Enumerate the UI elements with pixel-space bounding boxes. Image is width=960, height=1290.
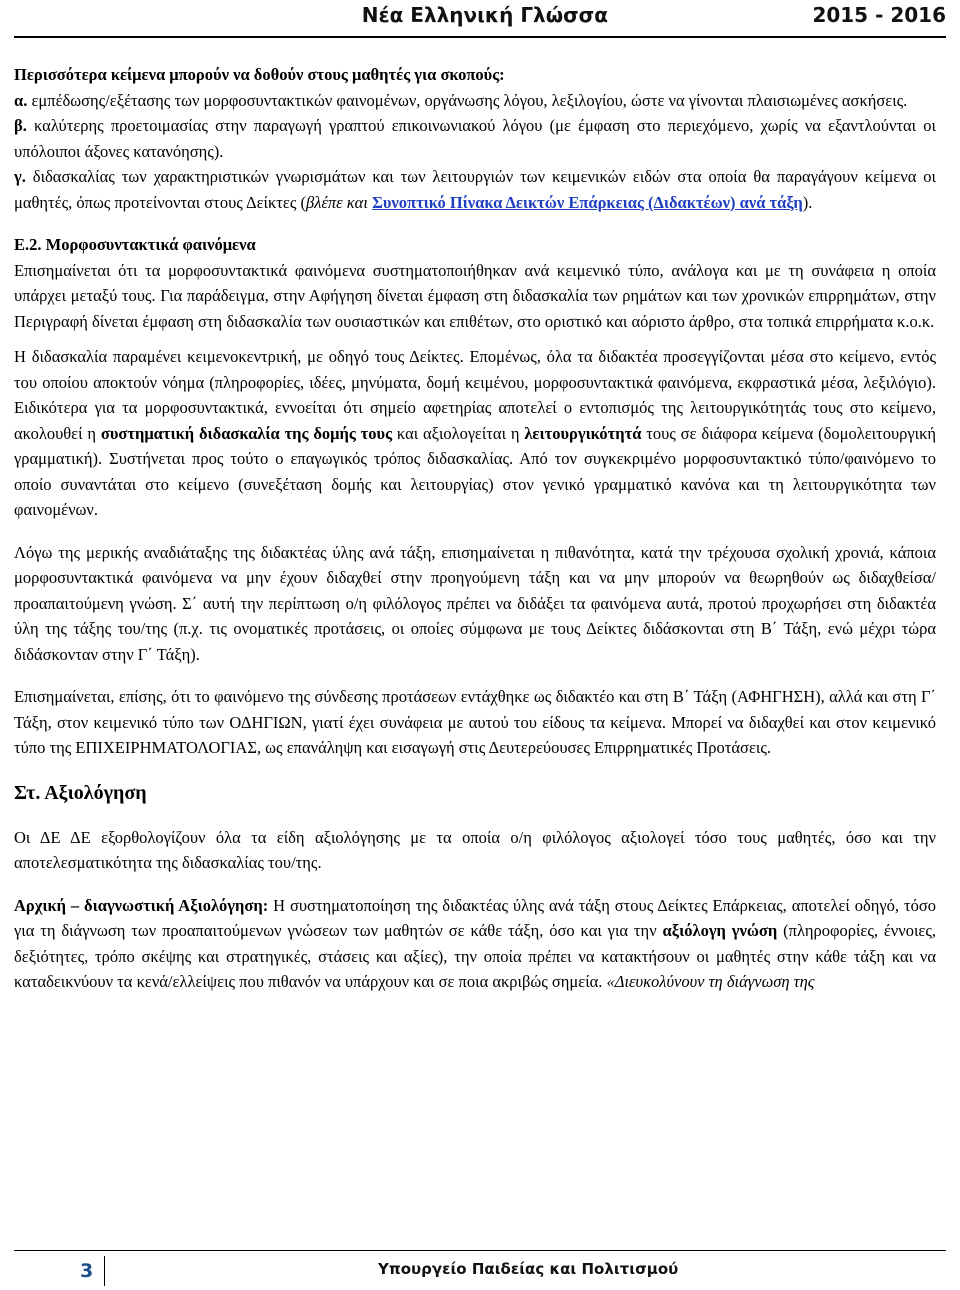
item-b-marker: β. xyxy=(14,116,27,135)
footer-rule xyxy=(14,1250,946,1251)
intro-lead: Περισσότερα κείμενα μπορούν να δοθούν στους μαθητές για σκοπούς: xyxy=(14,65,505,84)
item-a-marker: α. xyxy=(14,90,28,110)
item-c-text: διδασκαλίας των χαρακτηριστικών γνωρισμάτων και των λειτουργιών των κειμενικών ειδών στα οποία θα παραγάγουν κείμενα οι μαθητές, όπως προτείνονται στους Δείκτες ( xyxy=(14,167,936,212)
footer-separator xyxy=(104,1256,105,1286)
header-title: Νέα Ελληνική Γλώσσα xyxy=(361,3,608,27)
footer-ministry: Υπουργείο Παιδείας και Πολιτισμού xyxy=(378,1260,679,1278)
page-header xyxy=(0,0,960,40)
section-st-heading: Στ. Αξιολόγηση xyxy=(14,781,147,804)
page-number: 3 xyxy=(80,1260,94,1282)
summary-table-link[interactable]: Συνοπτικό Πίνακα Δεικτών Επάρκειας (Διδακτέων) ανά τάξη xyxy=(372,192,803,212)
intro-item-a xyxy=(14,88,936,114)
page-footer xyxy=(0,1248,960,1290)
item-c-marker: γ. xyxy=(14,167,26,186)
document-body xyxy=(14,62,936,995)
intro-item-c xyxy=(14,164,936,215)
p2-text-a: Η διδασκαλία παραμένει κειμενοκεντρική, με οδηγό τους Δείκτες. Επομένως, όλα τα διδακτέα προσεγγίζονται μέσα στο κείμενο, εντός του οποίου αποκτούν νόημα (πληροφορίες, ιδέες, μηνύματα, δομή κειμένου, μορφοσυντακτικά φαινόμενα, εκφραστικά μέσα, λεξιλόγιο). Ειδικότερα για τα μορφοσυντακτικά, εννοείται ότι σημείο αφετηρίας αποτελεί ο εντοπισμός της λειτουργικότητάς τους στο κείμενο, ακολουθεί η xyxy=(14,347,936,443)
p2-text-c: τους σε διάφορα κείμενα (δομολειτουργική γραμματική). Συστήνεται προς τούτο ο επαγωγικός τρόπος διδασκαλίας. Από τον συγκεκριμένο μορφοσυντακτικό τύπο/φαινόμενο το οποίο συναντάται στο κείμενο (συνεξέταση δομής και λειτουργίας) στον γενικό γραμματικό κανόνα και τη λειτουργικότητα των φαινομένων. xyxy=(14,423,937,519)
item-c-italic: βλέπε και xyxy=(306,192,373,212)
section-e2-paragraph-2 xyxy=(14,344,936,523)
section-e2-paragraph-3: Λόγω της μερικής αναδιάταξης της διδακτέας ύλης ανά τάξη, επισημαίνεται η πιθανότητα, κατά την τρέχουσα σχολική χρονιά, κάποια μορφοσυντακτικά φαινόμενα να μην έχουν διδαχθεί στην προηγούμενη τάξη και να μην μπορούν να θεωρηθούν ως διδαχθείσα/προαπαιτούμενη γνώση. Σ΄ αυτή την περίπτωση ο/η φιλόλογος πρέπει να διδάξει τα φαινόμενα αυτά, προτού προχωρήσει στη διδακτέα ύλη της τάξης του/της (π.χ. τις ονοματικές προτάσεις, οι οποίες σύμφωνα με τους Δείκτες διδάσκονται στη Β΄ Τάξη, ενώ μέχρι τώρα διδάσκονταν στην Γ΄ Τάξη). xyxy=(14,542,936,664)
section-e2-paragraph-1: Επισημαίνεται ότι τα μορφοσυντακτικά φαινόμενα συστηματοποιήθηκαν ανά κειμενικό τύπο, ανάλογα και με τη συνάφεια η οποία υπάρχει μεταξύ τους. Για παράδειγμα, στην Αφήγηση δίνεται έμφαση στη διδασκαλία των ρημάτων και των χρονικών επιρρημάτων, στην Περιγραφή δίνεται έμφαση στη διδασκαλία των ουσιαστικών και επιθέτων, στο οριστικό και αόριστο άρθρο, στα τοπικά επιρρήματα κ.ο.κ. xyxy=(14,260,936,331)
p2-bold-functionality: λειτουργικότητά xyxy=(524,423,642,443)
section-e2-paragraph-4: Επισημαίνεται, επίσης, ότι το φαινόμενο της σύνδεσης προτάσεων εντάχθηκε ως διδακτέο και στη Β΄ Τάξη (ΑΦΗΓΗΣΗ), αλλά και στη Γ΄ Τάξη, στον κειμενικό τύπο των ΟΔΗΓΙΩΝ, γιατί έχει συνάφεια με αυτού του είδους τα κείμενα. Μπορεί να διδαχθεί και στον κειμενικό τύπο της ΕΠΙΧΕΙΡΗΜΑΤΟΛΟΓΙΑΣ, ως επανάληψη και εισαγωγή στις Δευτερεύουσες Επιρρηματικές Προτάσεις. xyxy=(14,687,936,757)
intro-item-b xyxy=(14,113,936,164)
st-p2-text-a: Η συστηματοποίηση της διδακτέας ύλης ανά τάξη στους Δείκτες Επάρκειας, αποτελεί οδηγό, τόσο για τη διάγνωση των προαπαιτούμενων γνώσεων των μαθητών σε κάθε τάξη, όσο και για την xyxy=(14,895,936,940)
item-c-end: ). xyxy=(802,192,813,212)
p2-bold-structure: συστηματική διδασκαλία της δομής τους xyxy=(100,423,393,443)
header-rule xyxy=(14,36,946,38)
st-p2-bold: αξιόλογη γνώση xyxy=(662,921,778,940)
st-p2-italic: «Διευκολύνουν τη διάγνωση της xyxy=(606,972,815,991)
item-b-text: καλύτερης προετοιμασίας στην παραγωγή γραπτού επικοινωνιακού λόγου (με έμφαση στο περιεχόμενο, χωρίς να εξαντλούνται οι υπόλοιποι άξονες κατανόησης). xyxy=(14,116,936,161)
section-st-paragraph-1: Οι ΔΕ ΔΕ εξορθολογίζουν όλα τα είδη αξιολόγησης με τα οποία ο/η φιλόλογος αξιολογεί τόσο τους μαθητές, όσο και την αποτελεσματικότητα της διδασκαλίας του/της. xyxy=(14,827,936,872)
st-p2-text-b: (πληροφορίες, έννοιες, δεξιότητες, τρόπο σκέψης και στρατηγικές, στάσεις και αξίες), την οποία πρέπει να κατακτήσουν οι μαθητές στην κάθε τάξη και να καταδεικνύουν τα κενά/ελλείψεις που πιθανόν να υπάρχουν και σε ποια ακριβώς σημεία. xyxy=(14,921,936,991)
section-e2-heading: Ε.2. Μορφοσυντακτικά φαινόμενα xyxy=(14,235,256,254)
item-a-text: εμπέδωσης/εξέτασης των μορφοσυντακτικών φαινομένων, οργάνωσης λόγου, λεξιλογίου, ώστε να γίνονται πλαισιωμένες ασκήσεις. xyxy=(27,90,908,110)
header-year: 2015 - 2016 xyxy=(812,3,946,27)
diagnostic-assessment-lead: Αρχική – διαγνωστική Αξιολόγηση: xyxy=(14,895,269,915)
section-st-paragraph-2 xyxy=(14,893,936,995)
p2-text-b: και αξιολογείται η xyxy=(392,423,525,443)
